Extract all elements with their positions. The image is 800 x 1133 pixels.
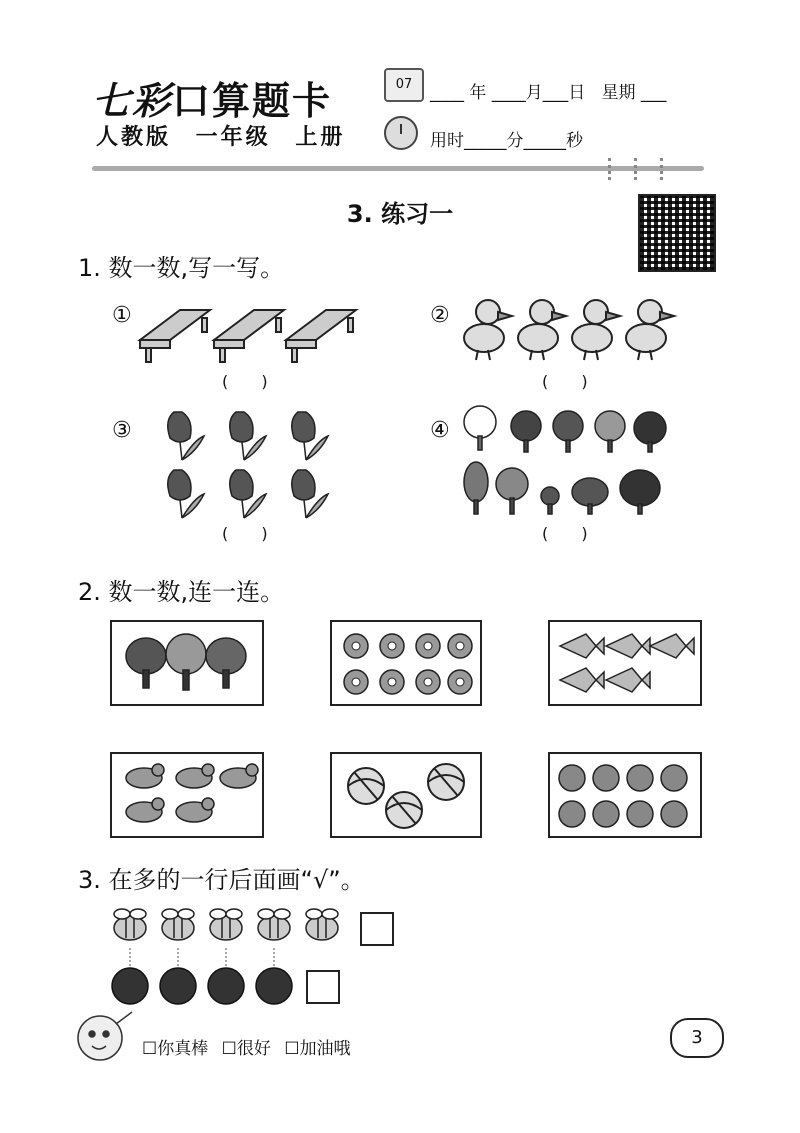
bee-icon: [108, 906, 348, 948]
brand-logo: [92, 70, 332, 125]
item-marker: ①: [112, 303, 132, 328]
question-1-prompt: 1. 数一数,写一写。: [78, 254, 285, 282]
self-rating: [142, 1034, 351, 1059]
rating-checkbox-icon[interactable]: ☐: [221, 1039, 237, 1059]
matching-box-fish[interactable]: [548, 620, 702, 706]
calendar-icon: [384, 68, 424, 102]
clock-icon: [384, 116, 418, 150]
answer-blank[interactable]: ( ): [542, 372, 588, 391]
answer-checkbox-bees[interactable]: [360, 912, 394, 946]
calendar-day: 07: [395, 77, 413, 92]
section-title: 3. 练习一: [346, 200, 454, 228]
logo-title: 口算题卡: [172, 79, 333, 123]
item-marker: ③: [112, 418, 132, 443]
question-3-prompt: 3. 在多的一行后面画“√”。: [78, 866, 365, 894]
edition-label: 人教版 一年级 上册: [96, 125, 346, 150]
connector-lines: [108, 948, 308, 966]
ball-icon: [108, 966, 308, 1008]
item-marker: ②: [430, 303, 450, 328]
rating-option-keep-going[interactable]: 加油哦: [299, 1039, 351, 1059]
matching-box-apples[interactable]: [548, 752, 702, 838]
matching-box-trees[interactable]: [110, 620, 264, 706]
matching-box-birds[interactable]: [110, 752, 264, 838]
tree-icon: [460, 402, 672, 522]
tulip-icon: [160, 406, 340, 522]
rating-checkbox-icon[interactable]: ☐: [284, 1039, 300, 1059]
rule-pin-icon: [608, 158, 615, 180]
mascot-icon: [66, 1004, 138, 1070]
rule-pin-icon: [634, 158, 641, 180]
answer-blank[interactable]: ( ): [542, 524, 588, 543]
bench-icon: [136, 300, 366, 364]
answer-blank[interactable]: ( ): [222, 524, 268, 543]
matching-box-balls[interactable]: [330, 752, 482, 838]
question-2-prompt: 2. 数一数,连一连。: [78, 578, 285, 606]
time-field[interactable]: 用时_____分_____秒: [430, 131, 583, 151]
matching-box-flowers[interactable]: [330, 620, 482, 706]
rating-option-great[interactable]: 你真棒: [157, 1039, 209, 1059]
answer-checkbox-balls[interactable]: [306, 970, 340, 1004]
page-number: 3: [670, 1018, 724, 1058]
item-marker: ④: [430, 418, 450, 443]
duck-icon: [456, 294, 680, 362]
date-field[interactable]: ____ 年 ____月___日 星期 ___: [430, 83, 667, 103]
rating-checkbox-icon[interactable]: ☐: [142, 1039, 158, 1059]
rule-pin-icon: [660, 158, 667, 180]
qr-code-icon[interactable]: [638, 194, 716, 272]
rating-option-good[interactable]: 很好: [236, 1039, 271, 1059]
logo-brand: 七彩: [92, 79, 173, 123]
answer-blank[interactable]: ( ): [222, 372, 268, 391]
